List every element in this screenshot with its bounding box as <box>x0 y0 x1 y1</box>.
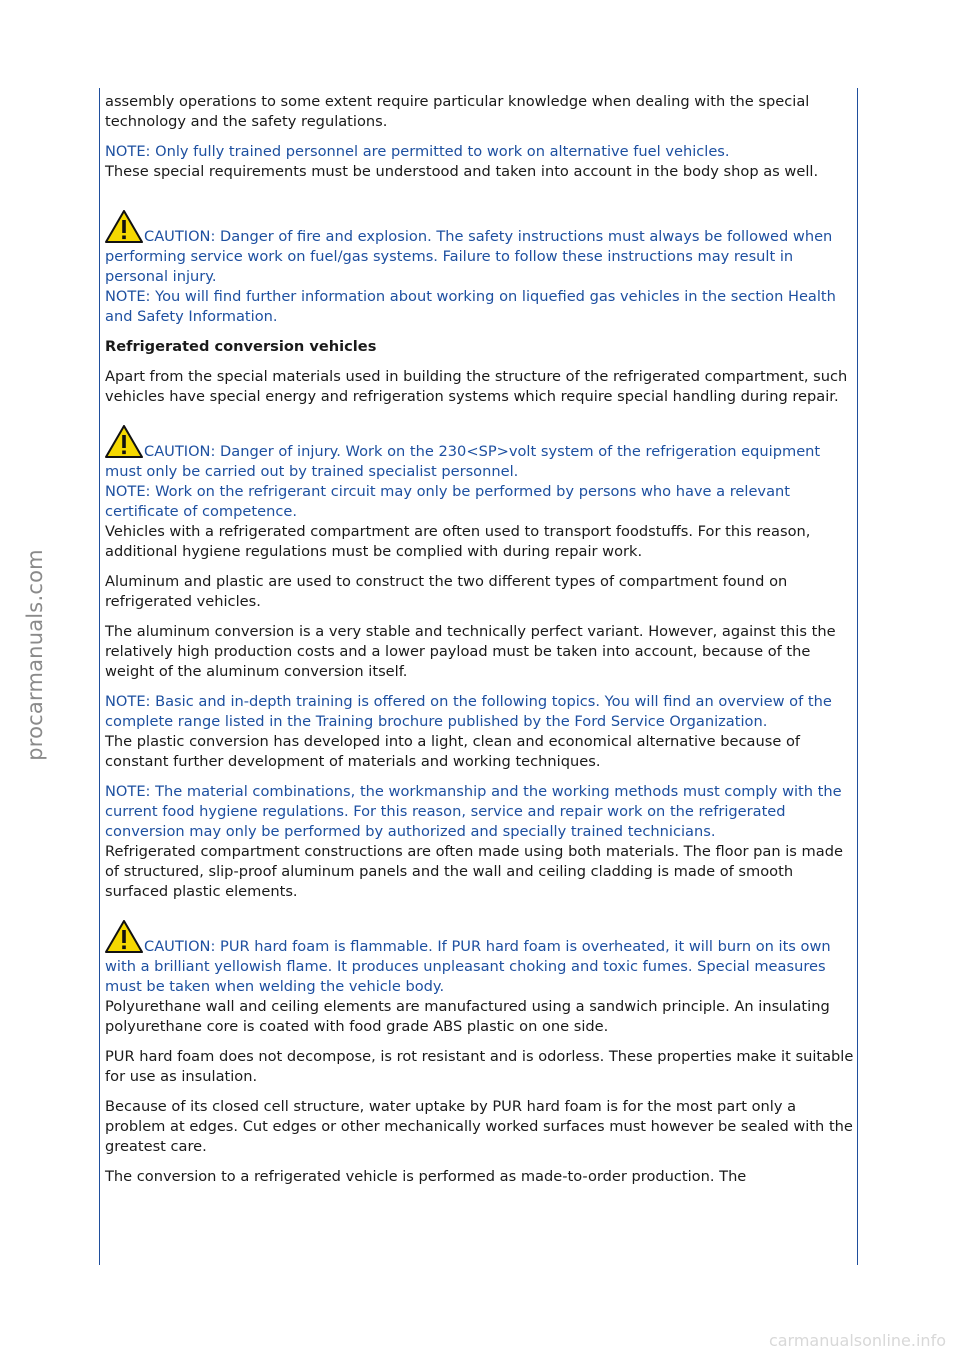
paragraph: Polyurethane wall and ceiling elements are manufactured using a sandwich principle. An insulating polyurethane core is coated with food grade ABS plastic on one side. <box>105 998 830 1035</box>
caution-text-wrapper <box>105 210 854 287</box>
document-body <box>99 88 858 1265</box>
paragraph: PUR hard foam does not decompose, is rot resistant and is odorless. These properties make it suitable for use as insulation. <box>105 1048 854 1085</box>
caution-text: CAUTION: PUR hard foam is flammable. If PUR hard foam is overheated, it will burn on its own with a brilliant yellowish flame. It produces unpleasant choking and toxic fumes. Special measures must be taken when welding the vehicle body. <box>105 938 831 995</box>
caution-block <box>105 192 854 287</box>
section-heading: Refrigerated conversion vehicles <box>105 338 377 355</box>
side-watermark <box>20 535 50 775</box>
paragraph: Aluminum and plastic are used to construct the two different types of compartment found on refrigerated vehicles. <box>105 573 788 610</box>
paragraph: Because of its closed cell structure, water uptake by PUR hard foam is for the most part only a problem at edges. Cut edges or other mechanically worked surfaces must however be sealed with the greatest care. <box>105 1098 853 1155</box>
note-text: NOTE: The material combinations, the workmanship and the working methods must comply with the current food hygiene regulations. For this reason, service and repair work on the refrigerated conversion may only be performed by authorized and specially trained technicians. <box>105 783 842 840</box>
caution-block <box>105 902 854 997</box>
paragraph: These special requirements must be understood and taken into account in the body shop as well. <box>105 163 819 180</box>
note-text: NOTE: You will find further information about working on liquefied gas vehicles in the section Health and Safety Information. <box>105 288 836 325</box>
caution-block <box>105 407 854 482</box>
warning-triangle-icon <box>105 425 143 458</box>
paragraph: The plastic conversion has developed into a light, clean and economical alternative because of constant further development of materials and working techniques. <box>105 733 801 770</box>
note-text: NOTE: Basic and in-depth training is offered on the following topics. You will find an overview of the complete range listed in the Training brochure published by the Ford Service Organization. <box>105 693 832 730</box>
paragraph: Refrigerated compartment constructions are often made using both materials. The floor pan is made of structured, slip-proof aluminum panels and the wall and ceiling cladding is made of smooth surfaced plastic elements. <box>105 843 843 900</box>
paragraph: The conversion to a refrigerated vehicle is performed as made-to-order production. The <box>105 1168 747 1185</box>
paragraph: The aluminum conversion is a very stable and technically perfect variant. However, against this the relatively high production costs and a lower payload must be taken into account, because of the weight of the aluminum conversion itself. <box>105 623 836 680</box>
caution-text-wrapper <box>105 920 854 997</box>
bottom-watermark: carmanualsonline.info <box>768 1331 946 1350</box>
warning-triangle-icon <box>105 920 143 953</box>
note-text: NOTE: Work on the refrigerant circuit may only be performed by persons who have a relevant certificate of competence. <box>105 483 790 520</box>
caution-text: CAUTION: Danger of injury. Work on the 230<SP>volt system of the refrigeration equipment must only be carried out by trained specialist personnel. <box>105 443 821 480</box>
paragraph: assembly operations to some extent require particular knowledge when dealing with the special technology and the safety regulations. <box>105 93 810 130</box>
warning-triangle-icon <box>105 210 143 243</box>
caution-text: CAUTION: Danger of fire and explosion. The safety instructions must always be followed when performing service work on fuel/gas systems. Failure to follow these instructions may result in personal injury. <box>105 228 833 285</box>
note-text: NOTE: Only fully trained personnel are permitted to work on alternative fuel vehicles. <box>105 143 730 160</box>
caution-text-wrapper <box>105 425 854 482</box>
side-watermark-text: procarmanuals.com <box>23 549 47 761</box>
paragraph: Apart from the special materials used in building the structure of the refrigerated compartment, such vehicles have special energy and refrigeration systems which require special handling during repair. <box>105 368 848 405</box>
paragraph: Vehicles with a refrigerated compartment are often used to transport foodstuffs. For this reason, additional hygiene regulations must be complied with during repair work. <box>105 523 811 560</box>
